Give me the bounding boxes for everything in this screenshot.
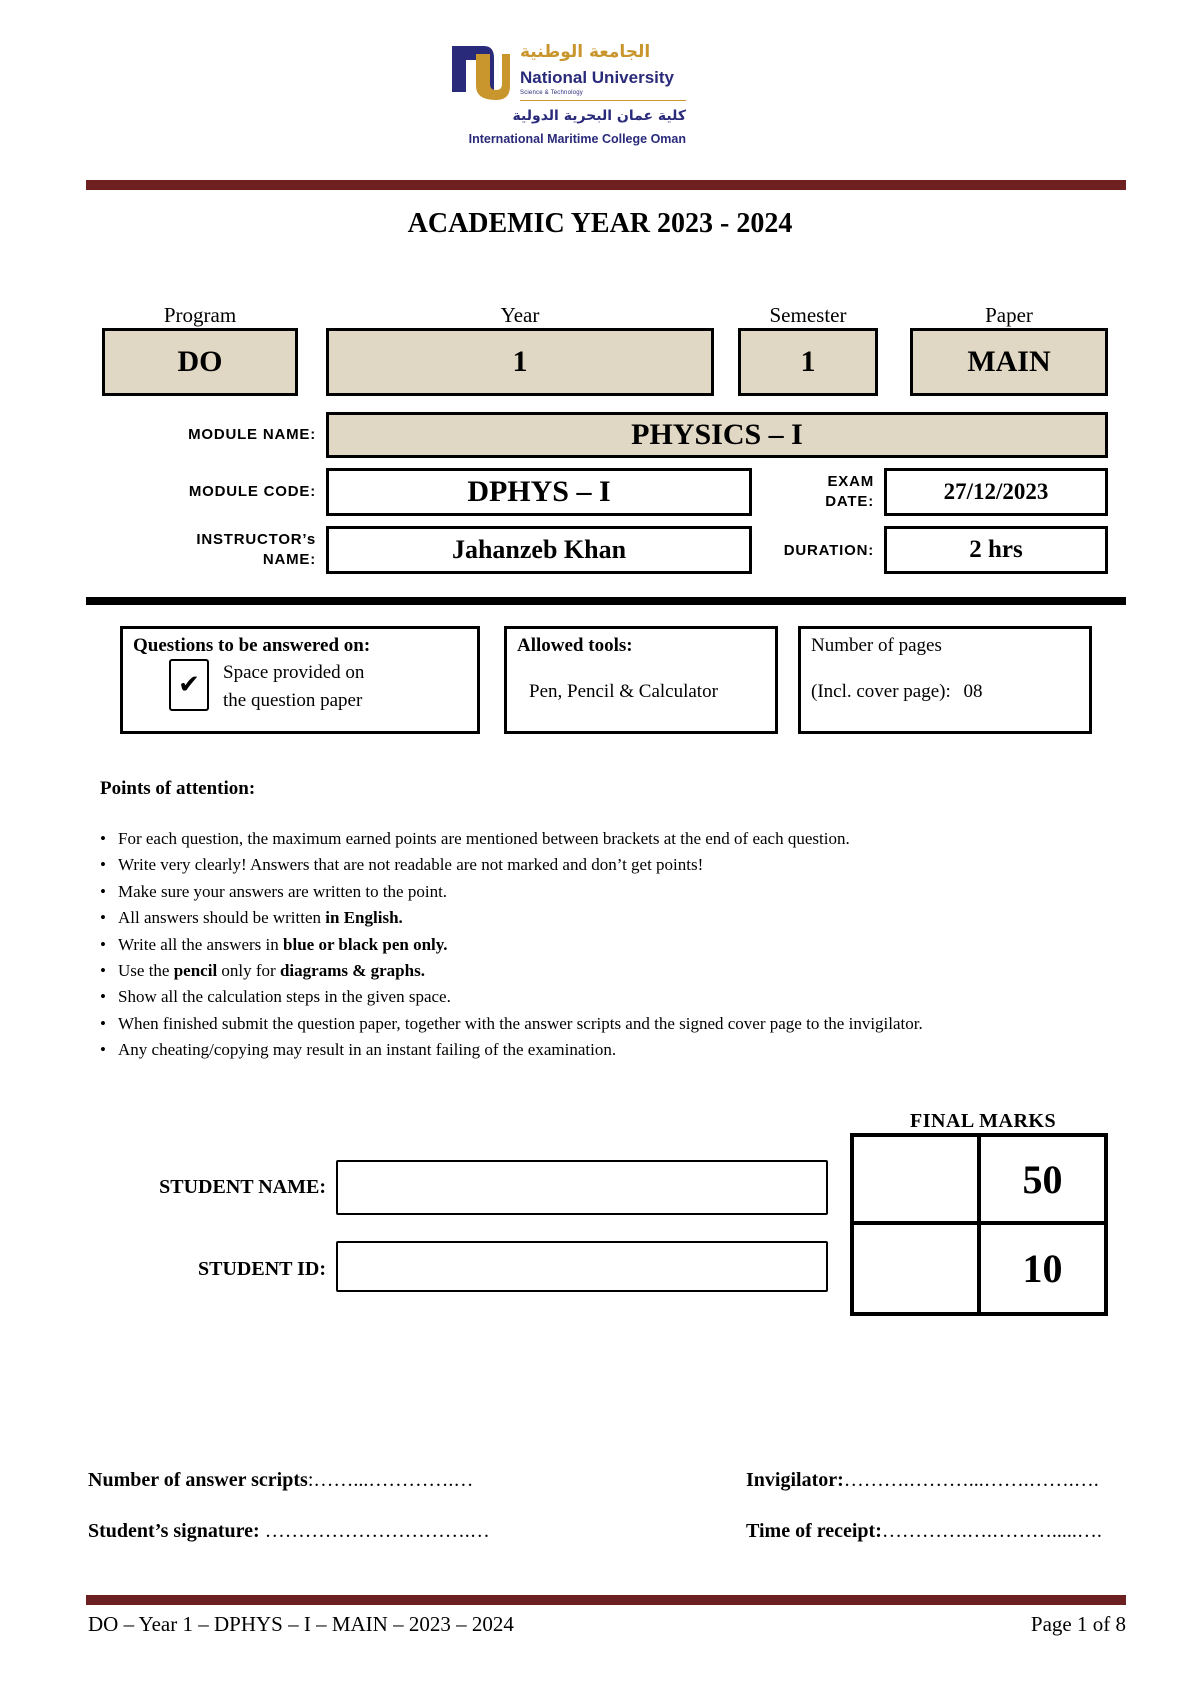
time-of-receipt-line[interactable] (746, 1520, 1102, 1543)
instructor-label (110, 530, 316, 570)
student-id-input[interactable] (336, 1241, 828, 1292)
semester-label: Semester (769, 303, 847, 327)
module-name-value: PHYSICS – I (326, 412, 1108, 458)
logo-english-university: National University (520, 68, 674, 87)
marks-total-bottom: 10 (1022, 1246, 1063, 1291)
exam-date-value: 27/12/2023 (884, 468, 1108, 516)
pages-box (798, 626, 1092, 734)
logo-divider (520, 100, 686, 101)
invigilator-line[interactable] (746, 1469, 1099, 1492)
paper-label: Paper (985, 303, 1033, 327)
student-name-input[interactable] (336, 1160, 828, 1215)
footer-left: DO – Year 1 – DPHYS – I – MAIN – 2023 – 2024 (88, 1612, 514, 1636)
student-id-label: STUDENT ID: (198, 1258, 326, 1280)
answered-on-line2: the question paper (223, 690, 363, 711)
semester-value: 1 (738, 328, 878, 396)
page-title: ACADEMIC YEAR 2023 - 2024 (407, 208, 793, 239)
attention-title: Points of attention: (100, 778, 256, 799)
header-divider (86, 180, 1126, 190)
answered-on-box (120, 626, 480, 734)
allowed-tools-value: Pen, Pencil & Calculator (529, 681, 718, 702)
student-signature-label: Student’s signature: (88, 1520, 260, 1542)
list-item: • When finished submit the question paper, together with the answer scripts and the signed cover page to the invigilator. (100, 1011, 923, 1037)
module-code-label: MODULE CODE: (188, 483, 316, 500)
marks-score-top[interactable] (854, 1137, 981, 1225)
footer-page-number: Page 1 of 8 (1030, 1612, 1126, 1636)
list-item: • Write all the answers in blue or black pen only. (100, 932, 923, 958)
checkmark-icon: ✔ (178, 670, 200, 700)
duration-value: 2 hrs (884, 526, 1108, 574)
answered-on-title: Questions to be answered on: (133, 635, 371, 656)
list-item: • Show all the calculation steps in the given space. (100, 984, 923, 1010)
time-of-receipt-dots: ………….….……….....…. (881, 1520, 1102, 1542)
pages-prefix: (Incl. cover page): (811, 681, 951, 702)
instructor-label-line1: INSTRUCTOR’s (196, 531, 316, 548)
year-value: 1 (326, 328, 714, 396)
university-logo (450, 42, 690, 152)
invigilator-label: Invigilator: (746, 1469, 844, 1491)
logo-arabic-university: الجامعة الوطنية (520, 42, 651, 62)
module-name-label: MODULE NAME: (188, 426, 316, 443)
answer-scripts-line[interactable] (88, 1469, 473, 1492)
module-code-value: DPHYS – I (326, 468, 752, 516)
pages-title: Number of pages (811, 635, 942, 656)
allowed-tools-title: Allowed tools: (517, 635, 633, 656)
attention-list (100, 826, 923, 1064)
list-item: • For each question, the maximum earned points are mentioned between brackets at the end of each question. (100, 826, 923, 852)
national-university-logo-icon (450, 44, 512, 102)
student-signature-dots: ………………………….… (259, 1520, 490, 1542)
logo-tagline: Science & Technology (520, 90, 583, 96)
logo-arabic-college: كلية عمان البحرية الدولية (512, 108, 686, 124)
invigilator-dots: ……….………...…….…….…. (843, 1469, 1099, 1491)
section-divider (86, 597, 1126, 605)
list-item: • Make sure your answers are written to the point. (100, 879, 923, 905)
exam-date-label-line1: EXAM (827, 473, 874, 490)
instructor-value: Jahanzeb Khan (326, 526, 752, 574)
time-of-receipt-label: Time of receipt: (746, 1520, 882, 1542)
marks-score-bottom[interactable] (854, 1225, 981, 1312)
answer-scripts-dots: :……...………….… (307, 1469, 474, 1491)
list-item: • Use the pencil only for diagrams & graphs. (100, 958, 923, 984)
exam-date-label (760, 472, 874, 512)
answer-scripts-label: Number of answer scripts (88, 1469, 308, 1491)
student-signature-line[interactable] (88, 1520, 490, 1543)
checkbox-checked (169, 659, 209, 711)
pages-value: 08 (963, 681, 983, 702)
footer-divider (86, 1595, 1126, 1605)
list-item: • All answers should be written in English. (100, 905, 923, 931)
program-label: Program (163, 303, 237, 327)
list-item: • Any cheating/copying may result in an instant failing of the examination. (100, 1037, 923, 1063)
allowed-tools-box (504, 626, 778, 734)
exam-date-label-line2: DATE: (825, 493, 874, 510)
paper-value: MAIN (910, 328, 1108, 396)
instructor-label-line2: NAME: (262, 551, 316, 568)
logo-english-college: International Maritime College Oman (468, 132, 686, 146)
answered-on-line1: Space provided on (223, 662, 365, 683)
final-marks-grid (850, 1133, 1108, 1316)
final-marks-title: FINAL MARKS (910, 1110, 1057, 1132)
marks-total-top: 50 (981, 1137, 1104, 1225)
duration-label: DURATION: (783, 542, 874, 559)
student-name-label: STUDENT NAME: (159, 1176, 326, 1198)
program-value: DO (102, 328, 298, 396)
year-label: Year (500, 303, 540, 327)
list-item: • Write very clearly! Answers that are not readable are not marked and don’t get points! (100, 852, 923, 878)
